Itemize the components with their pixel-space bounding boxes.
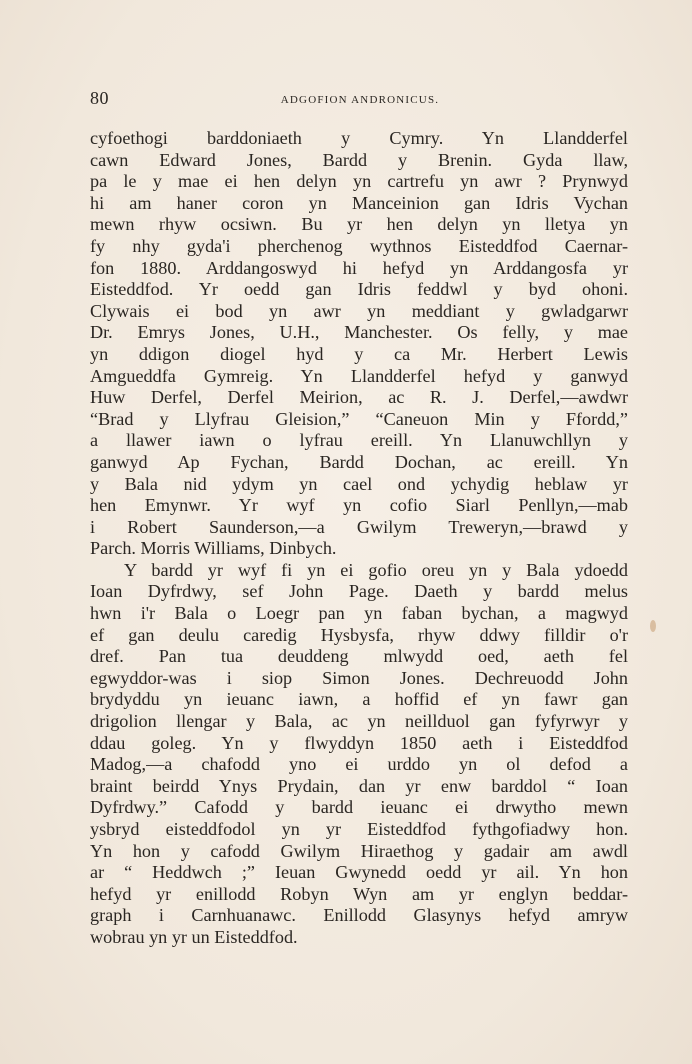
text-line: y Bala nid ydym yn cael ond ychydig heblaw yr	[90, 473, 628, 494]
text-line: braint beirdd Ynys Prydain, dan yr enw barddol “ Ioan	[90, 775, 628, 796]
text-line: Eisteddfod. Yr oedd gan Idris feddwl y byd ohoni.	[90, 279, 628, 300]
text-line: cyfoethogi barddoniaeth y Cymry. Yn Llandderfel	[90, 128, 628, 148]
text-line: a llawer iawn o lyfrau ereill. Yn Llanuwchllyn y	[90, 430, 628, 451]
running-head: ADGOFION ANDRONICUS.	[280, 94, 440, 106]
text-line: Y bardd yr wyf fi yn ei gofio oreu yn y Bala ydoedd	[124, 559, 628, 580]
text-line: drigolion llengar y Bala, ac yn neillduol gan fyfyrwyr y	[90, 711, 628, 732]
paragraph	[90, 560, 628, 949]
paragraph	[90, 128, 628, 560]
text-line: Ioan Dyfrdwy, sef John Page. Daeth y bardd melus	[90, 581, 628, 602]
text-line: ar “ Heddwch ;” Ieuan Gwynedd oedd yr ail. Yn hon	[90, 862, 628, 883]
text-line: ysbryd eisteddfodol yn yr Eisteddfod fythgofiadwy hon.	[90, 819, 628, 839]
text-line: fy nhy gyda'i pherchenog wythnos Eisteddfod Caernar-	[90, 235, 628, 256]
text-line: Huw Derfel, Derfel Meirion, ac R. J. Derfel,—awdwr	[90, 387, 628, 408]
text-line: ddau goleg. Yn y flwyddyn 1850 aeth i Eisteddfod	[90, 732, 628, 753]
text-line: hi am haner coron yn Manceinion gan Idris Vychan	[90, 192, 628, 213]
page-header	[90, 88, 630, 114]
text-line: Clywais ei bod yn awr yn meddiant y gwladgarwr	[90, 300, 628, 321]
text-line: Parch. Morris Williams, Dinbych.	[90, 538, 337, 559]
text-line: ganwyd Ap Fychan, Bardd Dochan, ac ereill. Yn	[90, 451, 628, 472]
text-line: yn ddigon diogel hyd y ca Mr. Herbert Lewis	[90, 343, 628, 364]
text-line: ef gan deulu caredig Hysbysfa, rhyw ddwy filldir o'r	[90, 624, 628, 645]
text-line: graph i Carnhuanawc. Enillodd Glasynys hefyd amryw	[90, 905, 628, 926]
text-line: cawn Edward Jones, Bardd y Brenin. Gyda llaw,	[90, 149, 628, 170]
text-line: pa le y mae ei hen delyn yn cartrefu yn awr ? Prynwyd	[90, 171, 628, 192]
text-line: dref. Pan tua deuddeng mlwydd oed, aeth fel	[90, 646, 628, 667]
text-line: wobrau yn yr un Eisteddfod.	[90, 926, 298, 947]
text-line: i Robert Saunderson,—a Gwilym Treweryn,—brawd y	[90, 516, 628, 537]
text-line: mewn rhyw ocsiwn. Bu yr hen delyn yn lletya yn	[90, 214, 628, 235]
text-line: “Brad y Llyfrau Gleision,” “Caneuon Min y Ffordd,”	[90, 408, 628, 429]
body-text	[90, 128, 628, 949]
text-line: Amgueddfa Gymreig. Yn Llandderfel hefyd y ganwyd	[90, 365, 628, 386]
text-line: egwyddor-was i siop Simon Jones. Dechreuodd John	[90, 667, 628, 688]
text-line: fon 1880. Arddangoswyd hi hefyd yn Arddangosfa yr	[90, 257, 628, 278]
page-number: 80	[90, 88, 109, 108]
text-line: hefyd yr enillodd Robyn Wyn am yr englyn beddar-	[90, 883, 628, 904]
text-line: Yn hon y cafodd Gwilym Hiraethog y gadair am awdl	[90, 840, 628, 861]
text-line: hwn i'r Bala o Loegr pan yn faban bychan, a magwyd	[90, 603, 628, 624]
text-line: Dyfrdwy.” Cafodd y bardd ieuanc ei drwytho mewn	[90, 797, 628, 818]
text-line: Madog,—a chafodd yno ei urddo yn ol defod a	[90, 754, 628, 775]
foxing-spot	[650, 620, 656, 632]
text-line: Dr. Emrys Jones, U.H., Manchester. Os felly, y mae	[90, 322, 628, 343]
text-line: hen Emynwr. Yr wyf yn cofio Siarl Penllyn,—mab	[90, 495, 628, 516]
text-line: brydyddu yn ieuanc iawn, a hoffid ef yn fawr gan	[90, 689, 628, 710]
